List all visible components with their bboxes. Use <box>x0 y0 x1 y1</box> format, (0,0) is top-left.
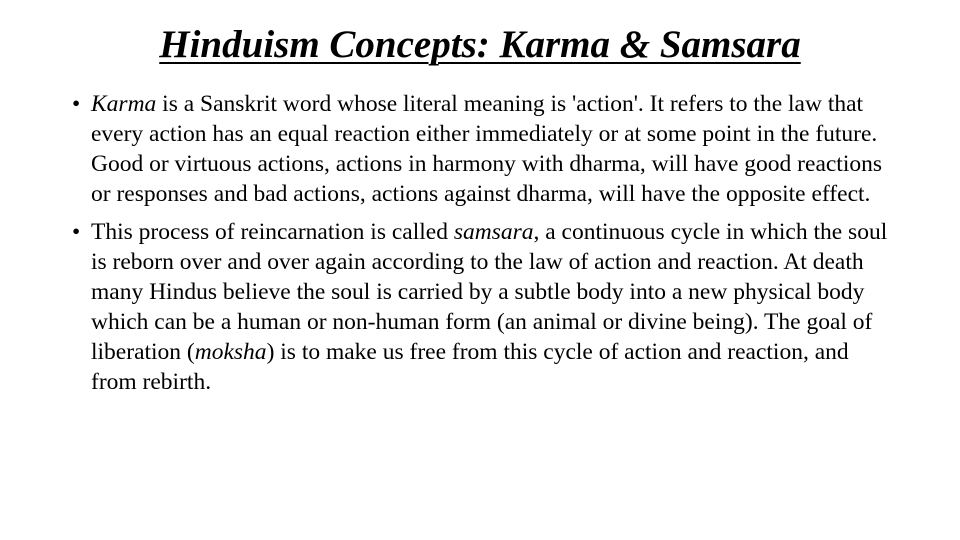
bullet-item-samsara <box>72 217 892 397</box>
bullet-text <box>91 91 882 207</box>
bullet-text <box>91 219 887 395</box>
term-karma: Karma <box>91 91 157 117</box>
bullet-icon: • <box>72 91 81 117</box>
term-samsara: samsara <box>453 219 534 245</box>
bullet-list <box>72 89 892 397</box>
term-moksha: moksha <box>194 339 267 365</box>
bullet-icon: • <box>72 219 81 245</box>
bullet-text-segment: This process of reincarnation is called <box>91 219 454 245</box>
bullet-text-segment: , a continuous cycle in which the soul is reborn over and over again according to the law of action and reaction. At death many Hindus believe the soul is carried by a subtle body into a new physical body which can be a human or non-human form (an animal or divine being). The goal of liberation ( <box>91 219 888 365</box>
bullet-item-karma <box>72 89 892 209</box>
bullet-text-segment: ) is to make us free from this cycle of action and reaction, and from rebirth. <box>91 339 849 395</box>
bullet-text-segment: is a Sanskrit word whose literal meaning is 'action'. It refers to the law that every action has an equal reaction either immediately or at some point in the future. Good or virtuous actions, actions in harmony with dharma, will have good reactions or responses and bad actions, actions against dharma, will have the opposite effect. <box>91 91 883 207</box>
slide-title: Hinduism Concepts: Karma & Samsara <box>159 23 801 66</box>
